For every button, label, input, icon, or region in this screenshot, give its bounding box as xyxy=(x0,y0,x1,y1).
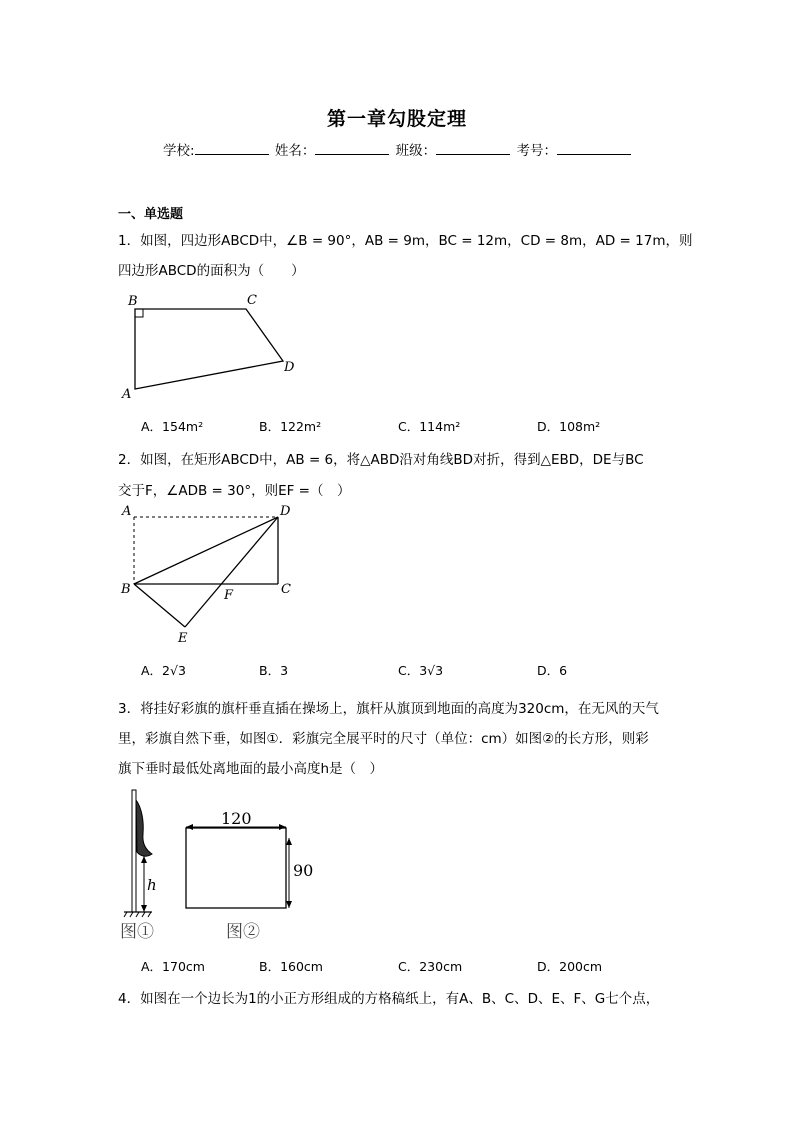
q2-option-a[interactable]: A．2√3 xyxy=(141,663,186,678)
q2-text-line1: 2．如图，在矩形ABCD中，AB = 6，将△ABD沿对角线BD对折，得到△EBD，DE与BC xyxy=(118,452,644,468)
ground-hatch xyxy=(124,912,151,917)
fig1-caption: 图① xyxy=(120,922,154,942)
q1-quadrilateral xyxy=(135,309,283,389)
width-arrow-left xyxy=(186,824,193,830)
q1-option-c[interactable]: C．114m² xyxy=(398,419,461,434)
id-label: 考号： xyxy=(516,143,557,159)
q2-option-b[interactable]: B．3 xyxy=(259,663,289,678)
flagpole-figure xyxy=(120,790,157,942)
q1-text-line2: 四边形ABCD的面积为（ ） xyxy=(118,263,305,279)
q1-option-b[interactable]: B．122m² xyxy=(259,419,322,434)
q2-label-c: C xyxy=(281,582,291,597)
height-dim-arrow-top xyxy=(286,838,292,845)
q3-option-b[interactable]: B．160cm xyxy=(259,959,323,974)
q3-text-line2: 里，彩旗自然下垂，如图①．彩旗完全展平时的尺寸（单位：cm）如图②的长方形，则彩 xyxy=(118,731,649,747)
q1-label-c: C xyxy=(247,293,257,308)
q2-label-f: F xyxy=(224,588,234,603)
q1-label-b: B xyxy=(128,294,138,309)
q1-option-a[interactable]: A．154m² xyxy=(141,419,204,434)
q2-label-d: D xyxy=(280,504,291,519)
q2-option-d[interactable]: D．6 xyxy=(537,663,568,678)
page-title: 第一章勾股定理 xyxy=(326,108,467,130)
student-info-row xyxy=(163,139,633,159)
width-label: 120 xyxy=(221,809,252,828)
hanging-flag xyxy=(136,800,152,856)
q1-label-a: A xyxy=(122,387,132,402)
q3-option-c[interactable]: C．230cm xyxy=(398,959,463,974)
fig2-caption: 图② xyxy=(226,922,260,942)
flag-rectangle xyxy=(186,828,286,908)
q2-line-be xyxy=(134,584,185,627)
q2-option-c[interactable]: C．3√3 xyxy=(398,663,444,678)
q2-label-b: B xyxy=(121,582,131,597)
q4-text-line1: 4．如图在一个边长为1的小正方形组成的方格稿纸上，有A、B、C、D、E、F、G七个点， xyxy=(118,991,660,1007)
q2-label-e: E xyxy=(178,631,188,646)
height-dim-arrow-bottom xyxy=(286,901,292,908)
q1-figure xyxy=(118,288,308,403)
q2-label-a: A xyxy=(122,504,132,519)
name-label: 姓名： xyxy=(274,143,316,159)
height-arrow-head-top xyxy=(141,856,147,863)
school-blank xyxy=(195,142,269,155)
flag-rectangle-figure xyxy=(186,809,313,942)
section-title: 一、单选题 xyxy=(118,207,184,222)
q2-line-ed xyxy=(185,517,278,627)
width-arrow-right xyxy=(279,824,286,830)
school-label: 学校: xyxy=(163,143,195,159)
class-label: 班级： xyxy=(395,143,437,159)
q3-figure xyxy=(116,786,316,946)
q1-text-line1: 1．如图，四边形ABCD中，∠B = 90°，AB = 9m，BC = 12m，CD = 8m，AD = 17m，则 xyxy=(118,233,693,249)
q2-text-line2: 交于F，∠ADB = 30°，则EF =（ ） xyxy=(118,483,351,499)
id-blank xyxy=(557,142,631,155)
q2-line-bd xyxy=(134,517,278,584)
flagpole xyxy=(132,790,136,912)
name-blank xyxy=(315,142,389,155)
q3-option-a[interactable]: A．170cm xyxy=(141,959,205,974)
q3-text-line1: 3．将挂好彩旗的旗杆垂直插在操场上，旗杆从旗顶到地面的高度为320cm，在无风的天气 xyxy=(118,701,659,717)
height-label-h: h xyxy=(147,876,157,894)
q2-figure xyxy=(118,500,308,650)
q3-option-d[interactable]: D．200cm xyxy=(537,959,603,974)
q3-text-line3: 旗下垂时最低处离地面的最小高度h是（ ） xyxy=(118,761,384,777)
height-arrow-head-bottom xyxy=(141,905,147,912)
q1-label-d: D xyxy=(284,360,295,375)
class-blank xyxy=(436,142,510,155)
q1-right-angle-mark xyxy=(135,309,143,317)
height-dim-label: 90 xyxy=(293,861,314,880)
q1-option-d[interactable]: D．108m² xyxy=(537,419,601,434)
